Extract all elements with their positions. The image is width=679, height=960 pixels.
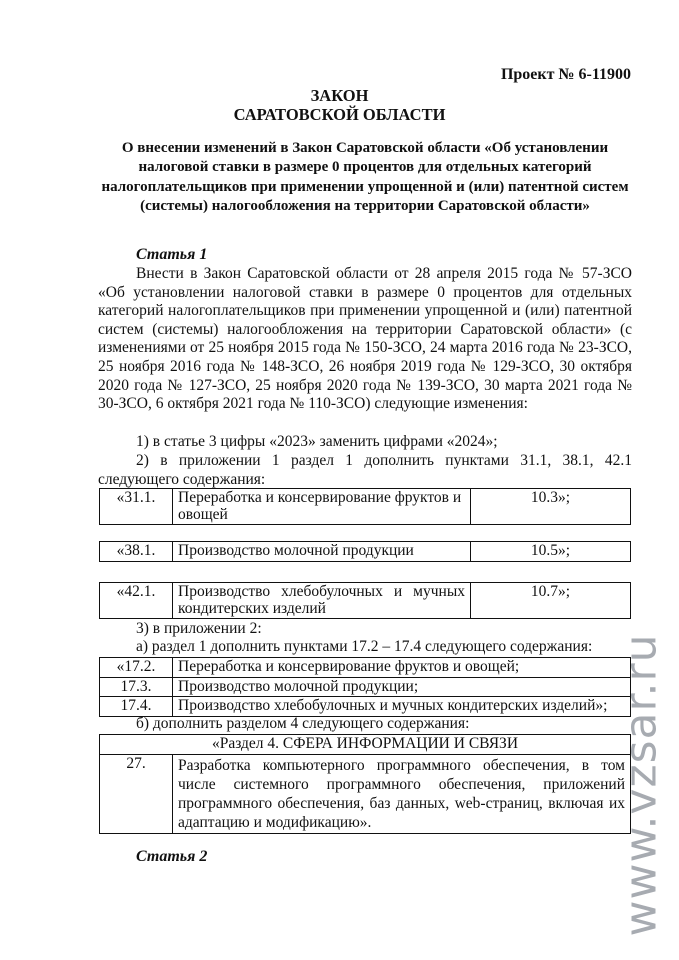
amendment-item-3a: а) раздел 1 дополнить пунктами 17.2 – 17.4 следующего содержания: bbox=[136, 638, 593, 655]
row-activity: Переработка и консервирование фруктов и овощей; bbox=[173, 658, 631, 678]
amendment-item-3b: б) дополнить разделом 4 следующего содержания: bbox=[136, 715, 470, 732]
project-number: Проект № 6-11900 bbox=[500, 66, 631, 83]
watermark-text: www.vzsar.ru bbox=[615, 633, 667, 937]
law-region: САРАТОВСКОЙ ОБЛАСТИ bbox=[233, 105, 446, 124]
row-code: 10.5»; bbox=[471, 542, 631, 562]
row-number: 27. bbox=[100, 754, 173, 833]
row-number: «38.1. bbox=[100, 542, 173, 562]
row-number: 17.4. bbox=[100, 697, 173, 717]
row-activity: Производство хлебобулочных и мучных кондитерских изделий bbox=[173, 583, 471, 619]
section-title: «Раздел 4. СФЕРА ИНФОРМАЦИИ И СВЯЗИ bbox=[100, 735, 631, 755]
appendix-2-table bbox=[99, 657, 631, 717]
row-number: «17.2. bbox=[100, 658, 173, 678]
row-activity: Переработка и консервирование фруктов и овощей bbox=[173, 489, 471, 525]
article-1-heading: Статья 1 bbox=[136, 246, 208, 263]
table-row bbox=[99, 582, 631, 619]
section-4-table bbox=[99, 734, 631, 834]
amendment-item-2: 2) в приложении 1 раздел 1 дополнить пунктами 31.1, 38.1, 42.1 следующего содержания: bbox=[98, 452, 632, 488]
watermark bbox=[611, 620, 671, 950]
row-activity: Производство молочной продукции; bbox=[173, 677, 631, 697]
row-code: 10.7»; bbox=[471, 583, 631, 619]
law-title: ЗАКОН bbox=[310, 86, 369, 105]
amendment-item-1: 1) в статье 3 цифры «2023» заменить цифрами «2024»; bbox=[136, 433, 498, 450]
law-subject: О внесении изменений в Закон Саратовской области «Об установлении налоговой ставки в размере 0 процентов для отдельных категорий налогоплательщиков при применении упрощенной и (или) патентной систем (системы) налогообложения на территории Саратовской области» bbox=[101, 140, 629, 214]
table-row bbox=[99, 488, 631, 525]
article-1-intro: Внести в Закон Саратовской области от 28 апреля 2015 года № 57-ЗСО «Об установлении налоговой ставки в размере 0 процентов для отдельных категорий налогоплательщиков при применении упрощенной и (или) патентной систем (системы) налогообложения на территории Саратовской области» (с изменениями от 25 ноября 2015 года № 150-ЗСО, 24 марта 2016 года № 23-ЗСО, 25 ноября 2016 года № 148-ЗСО, 26 ноября 2019 года № 129-ЗСО, 30 октября 2020 года № 127-ЗСО, 25 ноября 2020 года № 139-ЗСО, 30 марта 2021 года № 30-ЗСО, 6 октября 2021 года № 110-ЗСО) следующие изменения: bbox=[98, 265, 632, 413]
row-number: «31.1. bbox=[100, 489, 173, 525]
row-activity: Производство хлебобулочных и мучных кондитерских изделий»; bbox=[173, 697, 631, 717]
row-number: «42.1. bbox=[100, 583, 173, 619]
row-activity: Производство молочной продукции bbox=[173, 542, 471, 562]
amendment-item-3: 3) в приложении 2: bbox=[136, 620, 262, 637]
row-activity: Разработка компьютерного программного обеспечения, в том числе системного программного обеспечения, приложений программного обеспечения, баз данных, web-страниц, включая их адаптацию и модификацию». bbox=[173, 754, 631, 833]
article-2-heading: Статья 2 bbox=[136, 848, 208, 865]
table-row bbox=[99, 541, 631, 562]
row-code: 10.3»; bbox=[471, 489, 631, 525]
row-number: 17.3. bbox=[100, 677, 173, 697]
